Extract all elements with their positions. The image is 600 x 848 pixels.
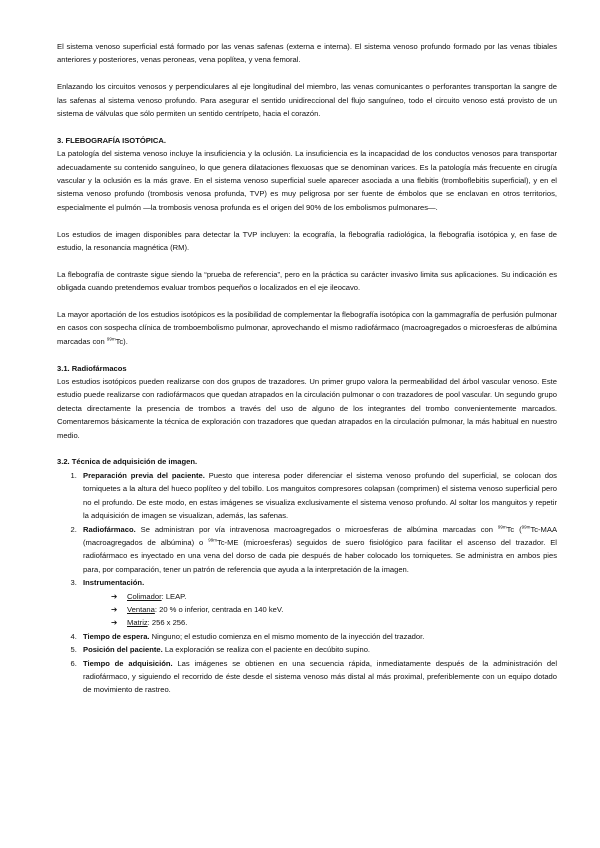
list-item — [79, 469, 557, 523]
section-3-paragraph-3: La flebografía de contraste sigue siendo la “prueba de referencia”, pero en la práctica su carácter invasivo limita sus aplicaciones. Su indicación es obligada cuando pretendemos evaluar trombos pequeños o localizados en el eje ileocavo. — [57, 269, 557, 293]
instrument-label: Matriz — [127, 618, 148, 628]
list-item — [79, 643, 557, 656]
isotope-mass: 99m — [208, 537, 217, 543]
section-3-1-paragraph: Los estudios isotópicos pueden realizarse con dos grupos de trazadores. Un primer grupo valora la permeabilidad del árbol vascular venoso. Este estudio puede realizarse con radiofármacos que quedan atrapados en la circulación pulmonar o con trazadores de pool vascular. Un segundo grupo detecta directamente la presencia de trombos a través del uso de alguno de los integrantes del trombo convenientemente marcados. Comentaremos básicamente la técnica de exploración con trazadores que quedan atrapados en la circulación pulmonar, la más habitual en nuestro medio. — [57, 377, 557, 440]
step-text: Ninguno; el estudio comienza en el mismo momento de la inyección del trazador. — [149, 631, 425, 641]
step-text: Puesto que interesa poder diferenciar el sistema venoso profundo del superficial, se colocan dos torniquetes a la altura del hueco poplíteo y del tobillo. Los manguitos compresores colapsan (comprimen) el sistema venoso superficial pero no el profundo. De este modo, en estas imágenes se visualiza exclusivamente el sistema venoso profundo. Al soltar los manguitos y repetir la adquisición de imagen se visualizan, además, las safenas. — [83, 470, 557, 521]
list-item — [79, 657, 557, 697]
intro-paragraph-1: El sistema venoso superficial está formado por las venas safenas (externa e interna). El sistema venoso profundo formado por las venas tibiales anteriores y posteriores, venas peroneas, vena poplítea, y vena femoral. — [57, 42, 557, 65]
instrument-label: Colimador — [127, 591, 162, 601]
section-3-heading: 3. FLEBOGRAFÍA ISOTÓPICA. — [57, 135, 166, 145]
step-text: Tc-ME (microesferas) seguidos de suero fisiológico para facilitar el ascenso del trazador. El radiofármaco es inyectado en una vena del dorso de cada pie después de haber colocado los torniquetes. Se administra en ambos pies para, por comparación, tener un patrón de referencia que ayuda a la interpretación de la imagen. — [83, 537, 557, 574]
instrument-value: : LEAP. — [161, 591, 187, 601]
section-3-1-heading: 3.1. Radiofármacos — [57, 363, 127, 373]
list-item — [79, 630, 557, 643]
step-label: Radiofármaco. — [83, 524, 136, 534]
step-label: Preparación previa del paciente. — [83, 470, 205, 480]
instrument-item — [111, 616, 557, 629]
isotope-mass: 99m — [497, 523, 507, 529]
step-label: Tiempo de adquisición. — [83, 658, 173, 668]
arrow-right-icon: ➔ — [111, 604, 118, 614]
step-text: La exploración se realiza con el paciente en decúbito supino. — [162, 645, 371, 655]
section-3-paragraph-4 — [57, 308, 557, 348]
intro-paragraph-2: Enlazando los circuitos venosos y perpendiculares al eje longitudinal del miembro, las venas comunicantes o perforantes transportan la sangre de las safenas al sistema venoso profundo. Para asegurar el sentido unidireccional del flujo sanguíneo, todo el circuito venoso está provisto de un sistema de válvulas que sólo permiten un sentido centrípeto, hacia el corazón. — [57, 82, 557, 119]
p4-end: Tc). — [115, 336, 128, 346]
isotope-mass: 99m — [521, 523, 531, 529]
step-text: Las imágenes se obtienen en una secuencia rápida, inmediatamente después de la administración del radiofármaco, y siguiendo el recorrido de éste desde el sistema venoso más distal al más proximal, preferiblemente con un equipo dotado de movimiento de rastreo. — [83, 658, 558, 695]
document-page — [57, 40, 557, 697]
arrow-right-icon: ➔ — [111, 591, 118, 601]
instrument-value: : 256 x 256. — [147, 618, 188, 628]
step-label: Tiempo de espera. — [83, 631, 150, 641]
step-text: Se administran por vía intravenosa macroagregados o microesferas de albúmina marcadas con — [135, 524, 498, 534]
step-text: Tc-MAA (macroagregados de albúmina) o — [83, 524, 558, 547]
list-item — [79, 576, 557, 630]
section-3-2-heading: 3.2. Técnica de adquisición de imagen. — [57, 457, 198, 467]
instrument-item — [111, 590, 557, 603]
list-item — [79, 523, 557, 577]
instrument-value: : 20 % o inferior, centrada en 140 keV. — [154, 604, 284, 614]
step-text: Tc ( — [506, 524, 522, 534]
isotope-mass: 99m — [106, 336, 116, 342]
acquisition-steps-list — [57, 469, 557, 697]
step-label: Instrumentación. — [83, 578, 145, 588]
section-3-paragraph-1: La patología del sistema venoso incluye la insuficiencia y la oclusión. La insuficiencia es la incapacidad de los conductos venosos para transportar adecuadamente su contenido sanguíneo, lo que genera dilataciones flexuosas que se denominan varices. Es la patología más frecuente en cirugía vascular y la oclusión es la más grave. En el sistema venoso superficial suele aparecer asociada a una flebitis (tromboflebitis superficial), y en el sistema venoso profundo (trombosis venosa profunda, TVP) es muy peligrosa por ser fuente de émbolos que se enclavan en otros territorios, especialmente el pulmón —la trombosis venosa profunda es el origen del 90% de los embolismos pulmonares—. — [57, 149, 557, 212]
arrow-right-icon: ➔ — [111, 618, 118, 628]
instrumentation-list — [83, 590, 557, 630]
step-label: Posición del paciente. — [83, 645, 163, 655]
instrument-item — [111, 603, 557, 616]
p4-text: La mayor aportación de los estudios isotópicos es la posibilidad de complementar la flebografía isotópica con la gammagrafía de perfusión pulmonar en casos con sospecha clínica de tromboembolismo pulmonar, aprovechando el mismo radiofármaco (macroagregados o microesferas de albúmina marcadas con — [57, 310, 557, 346]
section-3-paragraph-2: Los estudios de imagen disponibles para detectar la TVP incluyen: la ecografía, la flebografía radiológica, la flebografía isotópica y, en fase de estudio, la resonancia magnética (RM). — [57, 229, 557, 253]
instrument-label: Ventana — [127, 604, 155, 614]
